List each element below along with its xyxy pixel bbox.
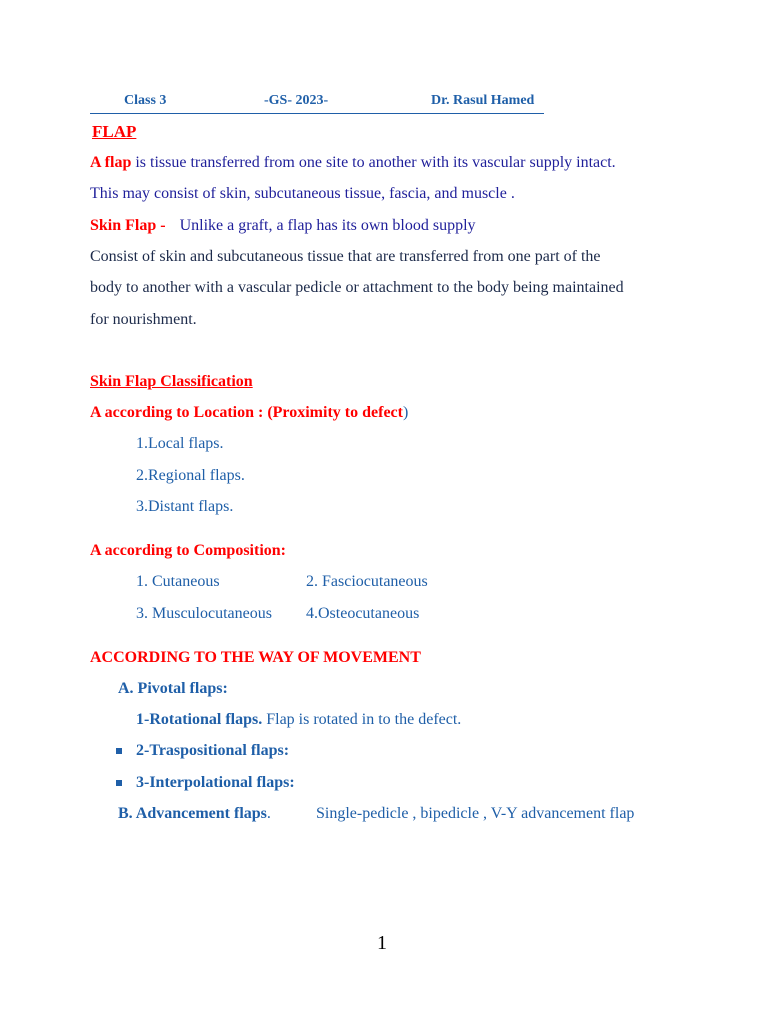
skin-flap-line xyxy=(90,216,476,235)
advancement-text: Single-pedicle , bipedicle , V-Y advancement flap xyxy=(316,805,635,822)
skin-flap-desc-3: for nourishment. xyxy=(90,311,197,328)
definition-line xyxy=(90,153,616,172)
advancement-term: B. Advancement flaps xyxy=(118,805,267,822)
composition-item-fasciocutaneous: 2. Fasciocutaneous xyxy=(306,573,428,590)
page-title: FLAP xyxy=(92,122,137,141)
composition-item-osteocutaneous: 4.Osteocutaneous xyxy=(306,605,420,622)
skin-flap-desc-1: Consist of skin and subcutaneous tissue that are transferred from one part of the xyxy=(90,248,601,265)
location-item-local: 1.Local flaps. xyxy=(136,435,224,452)
transpositional-line xyxy=(116,741,289,760)
location-heading-text: A according to Location : (Proximity to defect xyxy=(90,404,403,421)
composition-item-cutaneous: 1. Cutaneous xyxy=(136,573,220,590)
composition-heading: A according to Composition: xyxy=(90,542,286,559)
location-heading xyxy=(90,403,408,422)
movement-heading: ACCORDING TO THE WAY OF MOVEMENT xyxy=(90,649,421,666)
advancement-line xyxy=(118,804,271,823)
header-doctor: Dr. Rasul Hamed xyxy=(431,93,535,108)
location-heading-close: ) xyxy=(402,404,409,421)
skin-flap-term: Skin Flap - xyxy=(90,217,166,234)
transpositional-text: 2-Traspositional flaps: xyxy=(136,742,290,759)
rotational-line xyxy=(136,710,461,729)
definition-term: A flap xyxy=(90,154,132,171)
location-item-distant: 3.Distant flaps. xyxy=(136,498,234,515)
location-item-regional: 2.Regional flaps. xyxy=(136,467,245,484)
interpolational-line xyxy=(116,773,295,792)
skin-flap-desc-2: body to another with a vascular pedicle or attachment to the body being maintained xyxy=(90,279,624,296)
advancement-dot: . xyxy=(266,805,271,822)
skin-flap-text: Unlike a graft, a flap has its own blood supply xyxy=(179,217,476,234)
header-class: Class 3 xyxy=(124,93,167,108)
definition-text: is tissue transferred from one site to another with its vascular supply intact. xyxy=(131,154,616,171)
rotational-text: Flap is rotated in to the defect. xyxy=(262,711,462,728)
rotational-term: 1-Rotational flaps. xyxy=(136,711,263,728)
classification-heading: Skin Flap Classification xyxy=(90,373,253,390)
pivotal-flaps-heading: A. Pivotal flaps: xyxy=(118,680,228,697)
interpolational-text: 3-Interpolational flaps: xyxy=(136,774,295,791)
composition-item-musculocutaneous: 3. Musculocutaneous xyxy=(136,605,272,622)
consist-line: This may consist of skin, subcutaneous tissue, fascia, and muscle . xyxy=(90,185,515,202)
square-bullet-icon xyxy=(116,748,122,754)
page-number: 1 xyxy=(377,932,387,954)
square-bullet-icon xyxy=(116,780,122,786)
header-gs: -GS- 2023- xyxy=(264,93,329,108)
document-header xyxy=(90,93,544,114)
